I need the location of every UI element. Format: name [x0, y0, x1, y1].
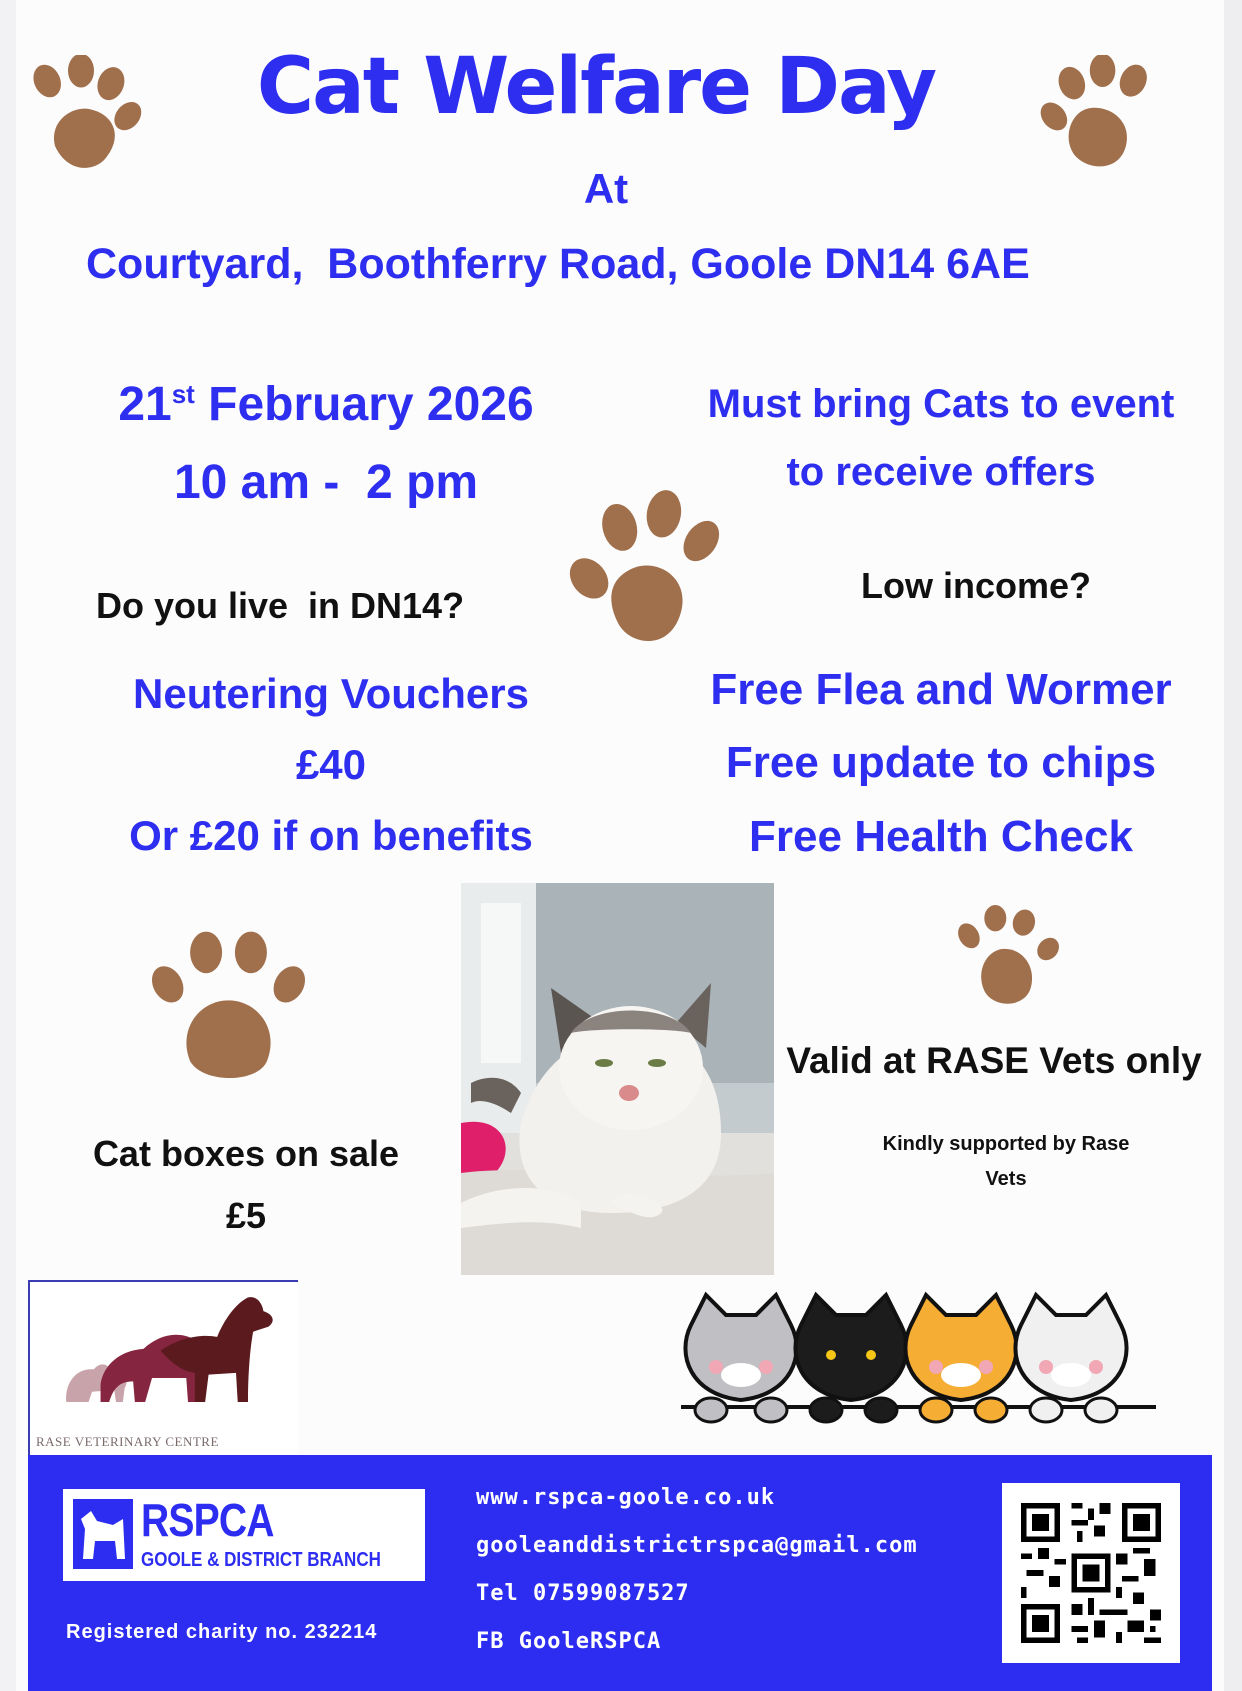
paw-icon: [1036, 55, 1164, 183]
page-edge: [1224, 0, 1242, 1691]
rspca-branch: GOOLE & DISTRICT BRANCH: [141, 1549, 381, 1571]
paw-icon: [551, 490, 736, 660]
date-rest: February 2026: [194, 378, 534, 431]
event-date: [76, 377, 576, 432]
cat-photo: [461, 883, 774, 1275]
cat-boxes-label: Cat boxes on sale: [92, 1133, 400, 1174]
facebook-handle: FB GooleRSPCA: [476, 1629, 662, 1654]
dn14-question: Do you live in DN14?: [96, 585, 465, 626]
must-bring-line-1: Must bring Cats to event: [707, 382, 1175, 426]
rspca-name: RSPCA: [141, 1494, 274, 1546]
free-flea-wormer: Free Flea and Wormer: [710, 665, 1172, 714]
website-link[interactable]: www.rspca-goole.co.uk: [476, 1485, 776, 1510]
rspca-logo: [63, 1489, 425, 1581]
low-income-question: Low income?: [860, 565, 1091, 606]
paw-icon: [131, 930, 326, 1090]
kittens-illustration: [681, 1285, 1181, 1445]
supported-line-2: Vets: [985, 1168, 1027, 1190]
email-link[interactable]: gooleanddistrictrspca@gmail.com: [476, 1533, 918, 1558]
address: Courtyard, Boothferry Road, Goole DN14 6AE: [86, 240, 1030, 288]
supported-line-1: Kindly supported by Rase: [882, 1133, 1130, 1155]
qr-code[interactable]: [1002, 1483, 1180, 1663]
charity-number: Registered charity no. 232214: [66, 1621, 378, 1643]
phone-number: Tel 07599087527: [476, 1581, 690, 1606]
neutering-benefits: Or £20 if on benefits: [129, 812, 533, 859]
footer-banner: [28, 1455, 1212, 1691]
free-health-check: Free Health Check: [749, 812, 1133, 861]
rase-logo-text: RASE VETERINARY CENTRE: [36, 1434, 219, 1449]
rase-logo: [28, 1280, 298, 1457]
date-day: 21: [118, 378, 172, 431]
page-title: Cat Welfare Day: [256, 42, 936, 132]
neutering-price: £40: [295, 741, 367, 788]
date-suffix: st: [171, 379, 195, 409]
rase-animals-icon: [30, 1282, 298, 1432]
rspca-dog-icon: [73, 1499, 133, 1569]
valid-note: Valid at RASE Vets only: [786, 1040, 1202, 1081]
poster: [16, 0, 1224, 1691]
neutering-line-1: Neutering Vouchers: [133, 670, 529, 717]
cat-boxes-price: £5: [225, 1195, 267, 1236]
paw-icon: [946, 905, 1071, 1015]
at-label: At: [583, 165, 629, 212]
free-chip-update: Free update to chips: [725, 738, 1157, 787]
event-time: 10 am - 2 pm: [173, 456, 479, 509]
paw-icon: [16, 55, 146, 185]
must-bring-line-2: to receive offers: [786, 450, 1096, 494]
